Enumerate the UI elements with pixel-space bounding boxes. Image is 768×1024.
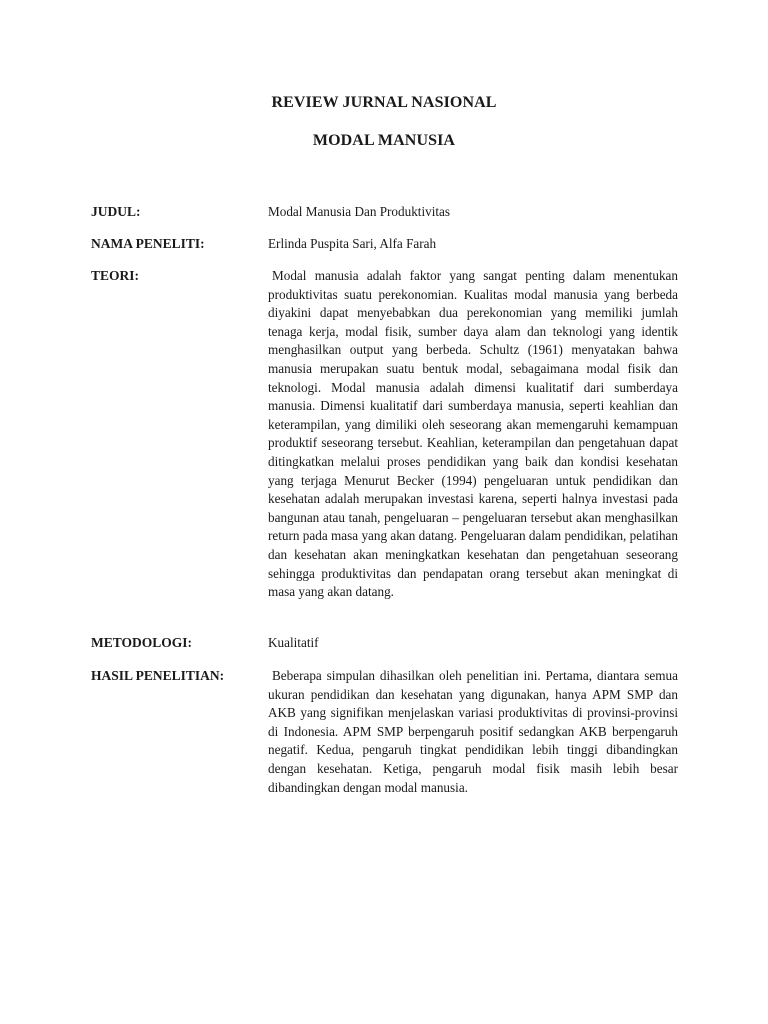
field-label-hasil-penelitian: HASIL PENELITIAN: bbox=[91, 668, 225, 683]
field-label-nama-peneliti: NAMA PENELITI: bbox=[91, 236, 205, 251]
field-value-judul: Modal Manusia Dan Produktivitas bbox=[268, 204, 451, 219]
field-value-teori: Modal manusia adalah faktor yang sangat penting dalam menentukan produktivitas suatu perekonomian. Kualitas modal manusia yang berbeda diyakini dapat menyebabkan dua perekonomian yang memiliki jumlah tenaga kerja, modal fisik, sumber daya alam dan teknologi yang identik menghasilkan output yang berbeda. Schultz (1961) menyatakan bahwa manusia merupakan suatu bentuk modal, sebagaimana modal fisik dan teknologi. Modal manusia adalah dimensi kualitatif dari sumberdaya manusia. Dimensi kualitatif dari sumberdaya manusia, seperti keahlian dan keterampilan, yang dimiliki oleh seseorang akan memengaruhi kemampuan produktif seseorang tersebut. Keahlian, keterampilan dan pengetahuan dapat ditingkatkan melalui proses pendidikan yang baik dan kondisi kesehatan yang terjaga Menurut Becker (1994) pengeluaran untuk pendidikan dan kesehatan adalah merupakan investasi karena, seperti halnya investasi pada bangunan atau tanah, pengeluaran – pengeluaran tersebut akan menghasilkan return pada masa yang akan datang. Pengeluaran dalam pendidikan, pelatihan dan kesehatan akan meningkatkan kesehatan dan pengetahuan seseorang sehingga produktivitas dan pendapatan orang tersebut akan meningkat di masa yang akan datang. bbox=[268, 268, 678, 600]
field-value-hasil-penelitian: Beberapa simpulan dihasilkan oleh penelitian ini. Pertama, diantara semua ukuran pendidikan dan kesehatan yang digunakan, hanya APM SMP dan AKB yang signifikan menjelaskan variasi produktivitas di provinsi-provinsi di Indonesia. APM SMP berpengaruh positif sedangkan AKB berpengaruh negatif. Kedua, pengaruh tingkat pendidikan lebih tinggi dibandingkan dengan kesehatan. Ketiga, pengaruh modal fisik masih lebih besar dibandingkan dengan modal manusia. bbox=[268, 668, 678, 795]
field-label-metodologi: METODOLOGI: bbox=[91, 635, 193, 650]
field-label-judul: JUDUL: bbox=[91, 204, 141, 219]
field-value-nama-peneliti: Erlinda Puspita Sari, Alfa Farah bbox=[268, 236, 437, 251]
document-title: REVIEW JURNAL NASIONAL bbox=[271, 94, 497, 111]
field-label-teori: TEORI: bbox=[91, 268, 140, 283]
document-subtitle: MODAL MANUSIA bbox=[312, 132, 456, 149]
field-value-metodologi: Kualitatif bbox=[268, 635, 319, 650]
